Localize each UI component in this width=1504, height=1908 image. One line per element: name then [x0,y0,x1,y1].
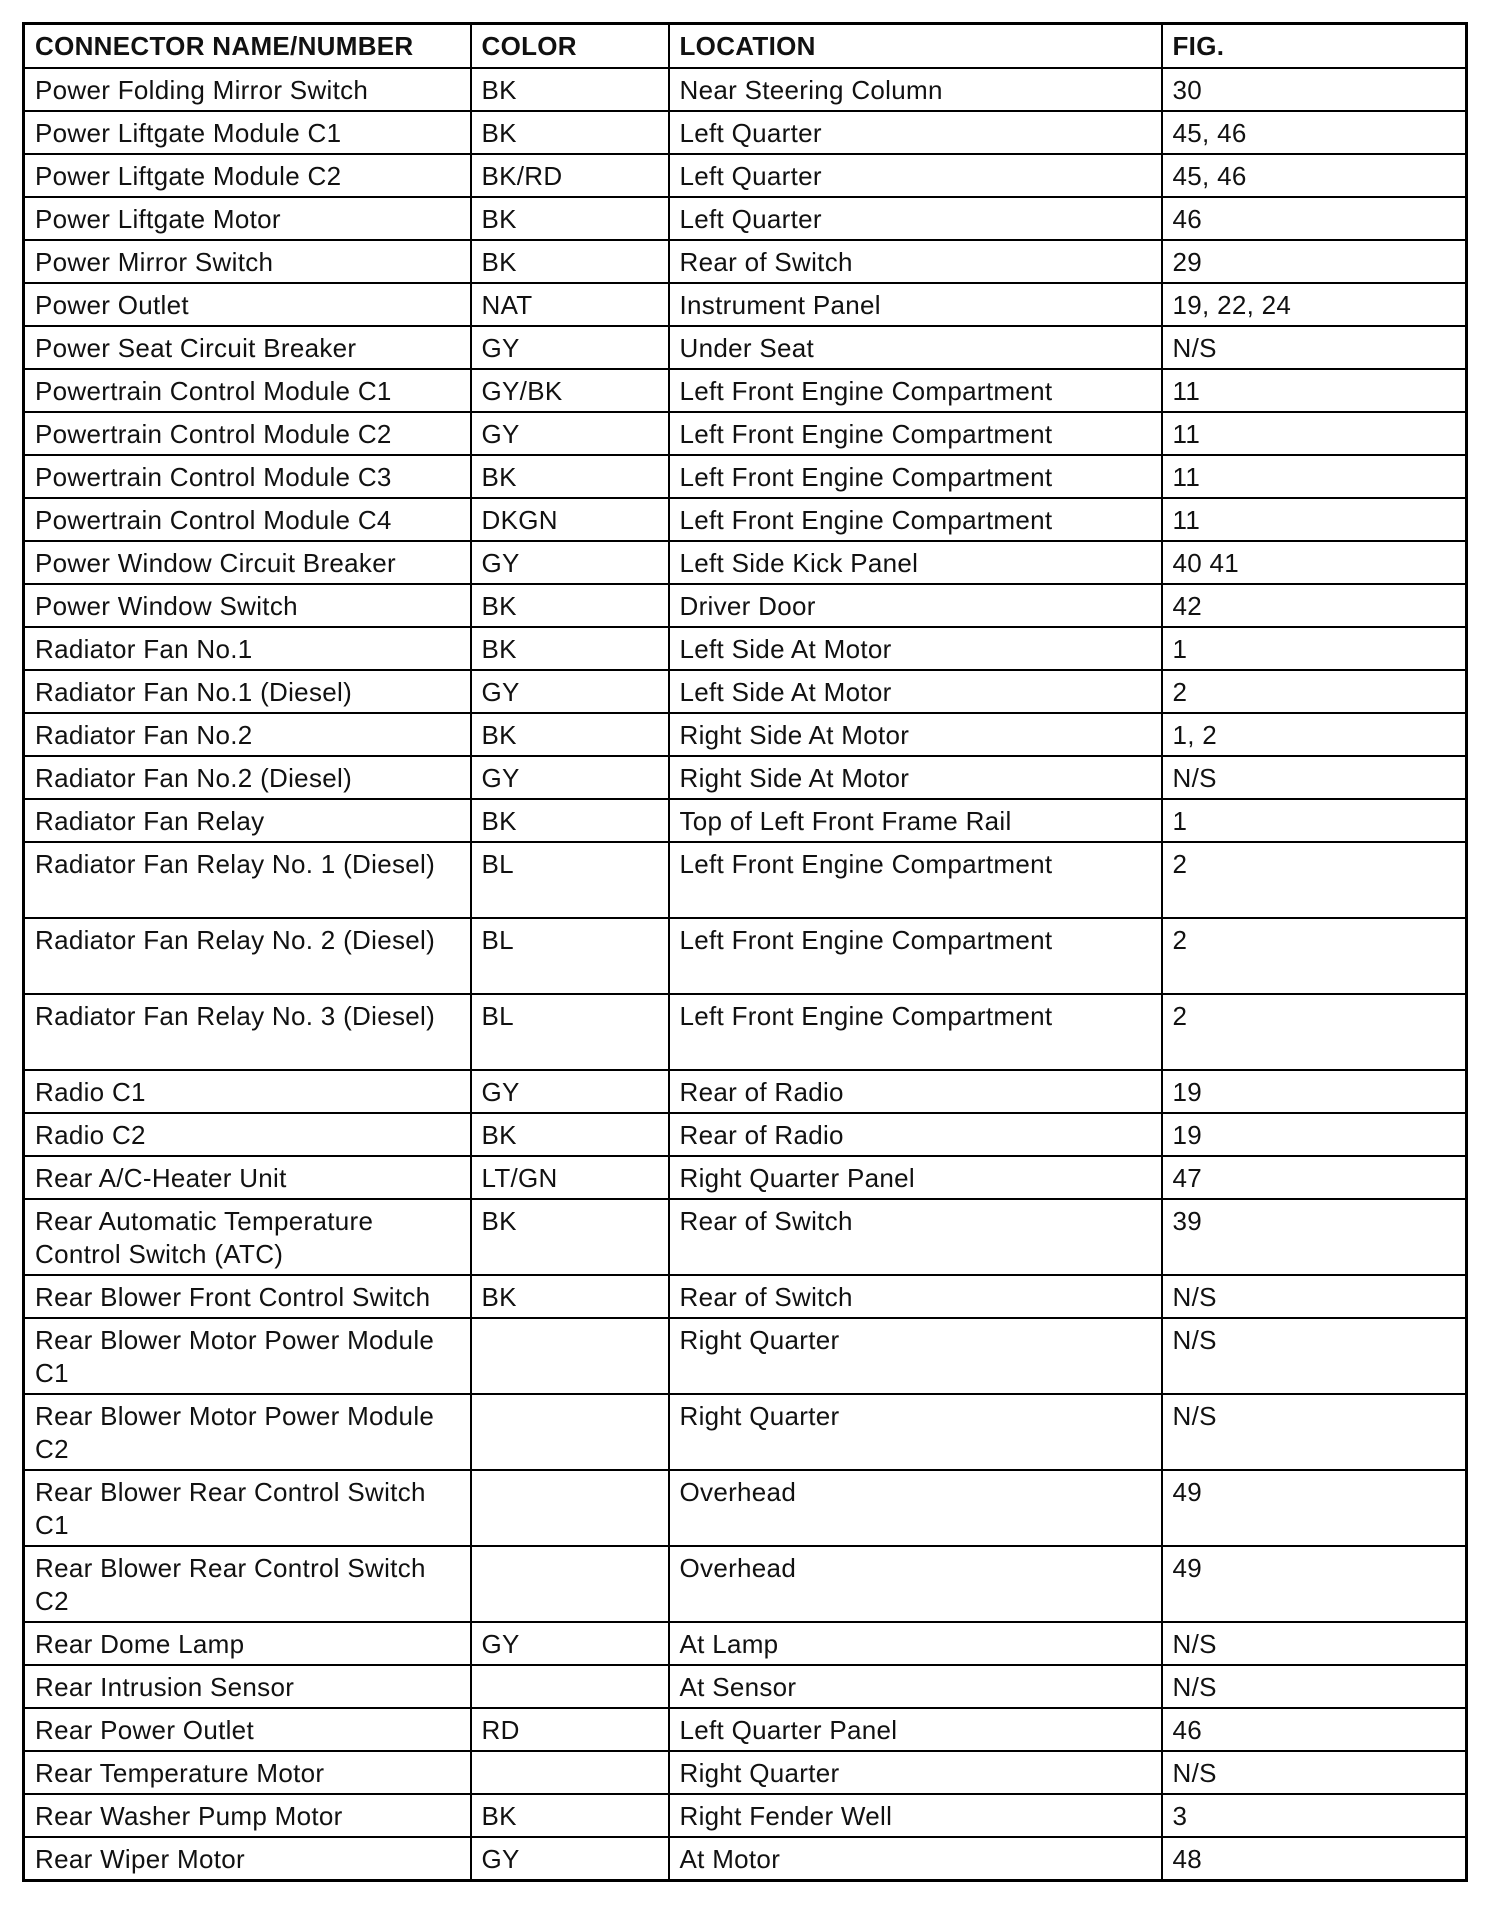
connector-name-cell: Radiator Fan No.2 (Diesel) [24,756,471,799]
color-cell [471,1665,669,1708]
connector-name-cell: Rear Blower Rear Control Switch C1 [24,1470,471,1546]
color-cell: BK [471,627,669,670]
fig-cell: 45, 46 [1162,111,1467,154]
location-cell: Overhead [669,1470,1162,1546]
location-cell: Right Quarter [669,1394,1162,1470]
table-row [24,455,1467,498]
location-cell: Left Front Engine Compartment [669,498,1162,541]
fig-cell: 19 [1162,1113,1467,1156]
table-row [24,326,1467,369]
location-cell: Overhead [669,1546,1162,1622]
location-cell: Right Quarter [669,1751,1162,1794]
table-row [24,713,1467,756]
color-cell [471,1394,669,1470]
color-cell: GY [471,412,669,455]
location-cell: Right Quarter [669,1318,1162,1394]
connector-name-cell: Radiator Fan Relay No. 3 (Diesel) [24,994,471,1070]
connector-name-cell: Power Liftgate Module C1 [24,111,471,154]
location-cell: Near Steering Column [669,68,1162,111]
table-row [24,1622,1467,1665]
color-cell: GY [471,1837,669,1881]
fig-cell: 39 [1162,1199,1467,1275]
location-cell: Left Quarter Panel [669,1708,1162,1751]
connector-name-cell: Radiator Fan Relay No. 2 (Diesel) [24,918,471,994]
table-row [24,756,1467,799]
table-row [24,1751,1467,1794]
table-row [24,68,1467,111]
connector-name-cell: Power Seat Circuit Breaker [24,326,471,369]
location-cell: Left Front Engine Compartment [669,842,1162,918]
color-cell: GY [471,541,669,584]
location-cell: Rear of Switch [669,1199,1162,1275]
table-row [24,412,1467,455]
table-row [24,541,1467,584]
color-cell: RD [471,1708,669,1751]
table-header-row [24,24,1467,69]
fig-cell: N/S [1162,756,1467,799]
fig-cell: N/S [1162,1622,1467,1665]
connector-name-cell: Rear Blower Rear Control Switch C2 [24,1546,471,1622]
table-row [24,1156,1467,1199]
location-cell: Instrument Panel [669,283,1162,326]
location-cell: Right Quarter Panel [669,1156,1162,1199]
location-cell: At Sensor [669,1665,1162,1708]
color-cell: BL [471,918,669,994]
fig-cell: 1 [1162,627,1467,670]
fig-cell: 46 [1162,197,1467,240]
color-cell: BK [471,68,669,111]
color-cell: LT/GN [471,1156,669,1199]
fig-cell: 47 [1162,1156,1467,1199]
connector-name-cell: Power Mirror Switch [24,240,471,283]
location-cell: Rear of Radio [669,1070,1162,1113]
table-row [24,369,1467,412]
table-row [24,670,1467,713]
table-row [24,627,1467,670]
connector-name-cell: Radiator Fan Relay [24,799,471,842]
fig-cell: 2 [1162,918,1467,994]
table-row [24,111,1467,154]
connector-name-cell: Rear Blower Front Control Switch [24,1275,471,1318]
fig-cell: N/S [1162,1751,1467,1794]
connector-name-cell: Power Window Circuit Breaker [24,541,471,584]
fig-cell: N/S [1162,1665,1467,1708]
color-cell: BL [471,994,669,1070]
location-cell: Left Side At Motor [669,670,1162,713]
connector-name-cell: Rear Blower Motor Power Module C1 [24,1318,471,1394]
color-cell [471,1470,669,1546]
color-cell: BL [471,842,669,918]
table-row [24,1199,1467,1275]
fig-cell: 48 [1162,1837,1467,1881]
connector-name-cell: Rear Automatic Temperature Control Switch (ATC) [24,1199,471,1275]
header-connector-name: CONNECTOR NAME/NUMBER [24,24,471,69]
table-row [24,1318,1467,1394]
color-cell: BK [471,1275,669,1318]
color-cell: BK [471,240,669,283]
connector-name-cell: Rear Wiper Motor [24,1837,471,1881]
location-cell: Left Quarter [669,197,1162,240]
color-cell: BK [471,1199,669,1275]
connector-name-cell: Radiator Fan No.2 [24,713,471,756]
table-row [24,498,1467,541]
location-cell: Left Side Kick Panel [669,541,1162,584]
color-cell: BK/RD [471,154,669,197]
table-body [24,68,1467,1881]
color-cell: GY [471,670,669,713]
fig-cell: 11 [1162,455,1467,498]
table-row [24,1794,1467,1837]
fig-cell: 2 [1162,994,1467,1070]
location-cell: At Motor [669,1837,1162,1881]
location-cell: Left Front Engine Compartment [669,994,1162,1070]
table-row [24,197,1467,240]
fig-cell: 45, 46 [1162,154,1467,197]
connector-name-cell: Rear Power Outlet [24,1708,471,1751]
fig-cell: 46 [1162,1708,1467,1751]
fig-cell: 11 [1162,369,1467,412]
location-cell: Left Front Engine Compartment [669,369,1162,412]
location-cell: Left Front Engine Compartment [669,918,1162,994]
fig-cell: 3 [1162,1794,1467,1837]
table-row [24,1070,1467,1113]
fig-cell: 2 [1162,670,1467,713]
color-cell: BK [471,455,669,498]
connector-name-cell: Power Outlet [24,283,471,326]
connector-name-cell: Radiator Fan No.1 (Diesel) [24,670,471,713]
table-row [24,1113,1467,1156]
connector-name-cell: Radio C1 [24,1070,471,1113]
table-row [24,799,1467,842]
connector-name-cell: Powertrain Control Module C3 [24,455,471,498]
header-color: COLOR [471,24,669,69]
location-cell: Left Quarter [669,154,1162,197]
color-cell: BK [471,197,669,240]
connector-name-cell: Powertrain Control Module C1 [24,369,471,412]
location-cell: Right Fender Well [669,1794,1162,1837]
color-cell: GY [471,326,669,369]
fig-cell: 1 [1162,799,1467,842]
table-row [24,154,1467,197]
connector-name-cell: Radio C2 [24,1113,471,1156]
table-row [24,1470,1467,1546]
color-cell: BK [471,584,669,627]
location-cell: Left Quarter [669,111,1162,154]
fig-cell: 19, 22, 24 [1162,283,1467,326]
connector-name-cell: Powertrain Control Module C4 [24,498,471,541]
fig-cell: 40 41 [1162,541,1467,584]
fig-cell: N/S [1162,1394,1467,1470]
connector-name-cell: Radiator Fan No.1 [24,627,471,670]
fig-cell: 29 [1162,240,1467,283]
color-cell: BK [471,713,669,756]
fig-cell: N/S [1162,1318,1467,1394]
table-row [24,1665,1467,1708]
connector-name-cell: Rear Dome Lamp [24,1622,471,1665]
location-cell: Top of Left Front Frame Rail [669,799,1162,842]
connector-name-cell: Power Folding Mirror Switch [24,68,471,111]
color-cell: GY [471,1070,669,1113]
color-cell: BK [471,111,669,154]
table-row [24,994,1467,1070]
fig-cell: N/S [1162,326,1467,369]
connector-name-cell: Rear A/C-Heater Unit [24,1156,471,1199]
location-cell: Right Side At Motor [669,756,1162,799]
fig-cell: N/S [1162,1275,1467,1318]
connector-name-cell: Rear Washer Pump Motor [24,1794,471,1837]
fig-cell: 1, 2 [1162,713,1467,756]
color-cell [471,1751,669,1794]
fig-cell: 49 [1162,1470,1467,1546]
color-cell: BK [471,799,669,842]
connector-name-cell: Power Window Switch [24,584,471,627]
fig-cell: 42 [1162,584,1467,627]
fig-cell: 49 [1162,1546,1467,1622]
table-row [24,1708,1467,1751]
color-cell [471,1546,669,1622]
color-cell: BK [471,1794,669,1837]
table-row [24,584,1467,627]
fig-cell: 19 [1162,1070,1467,1113]
color-cell: GY/BK [471,369,669,412]
fig-cell: 30 [1162,68,1467,111]
table-row [24,1394,1467,1470]
connector-name-cell: Power Liftgate Motor [24,197,471,240]
location-cell: Rear of Switch [669,1275,1162,1318]
location-cell: Right Side At Motor [669,713,1162,756]
location-cell: Rear of Radio [669,1113,1162,1156]
color-cell: BK [471,1113,669,1156]
location-cell: Under Seat [669,326,1162,369]
table-row [24,842,1467,918]
location-cell: Left Side At Motor [669,627,1162,670]
location-cell: At Lamp [669,1622,1162,1665]
connector-table [22,22,1468,1882]
color-cell: GY [471,756,669,799]
connector-name-cell: Powertrain Control Module C2 [24,412,471,455]
table-row [24,240,1467,283]
fig-cell: 2 [1162,842,1467,918]
header-location: LOCATION [669,24,1162,69]
location-cell: Rear of Switch [669,240,1162,283]
connector-name-cell: Rear Blower Motor Power Module C2 [24,1394,471,1470]
color-cell [471,1318,669,1394]
table-row [24,1275,1467,1318]
location-cell: Driver Door [669,584,1162,627]
connector-name-cell: Power Liftgate Module C2 [24,154,471,197]
table-row [24,918,1467,994]
table-row [24,283,1467,326]
fig-cell: 11 [1162,412,1467,455]
header-fig: FIG. [1162,24,1467,69]
location-cell: Left Front Engine Compartment [669,412,1162,455]
table-row [24,1837,1467,1881]
connector-name-cell: Rear Intrusion Sensor [24,1665,471,1708]
color-cell: NAT [471,283,669,326]
connector-name-cell: Radiator Fan Relay No. 1 (Diesel) [24,842,471,918]
color-cell: GY [471,1622,669,1665]
location-cell: Left Front Engine Compartment [669,455,1162,498]
fig-cell: 11 [1162,498,1467,541]
connector-name-cell: Rear Temperature Motor [24,1751,471,1794]
table-row [24,1546,1467,1622]
color-cell: DKGN [471,498,669,541]
